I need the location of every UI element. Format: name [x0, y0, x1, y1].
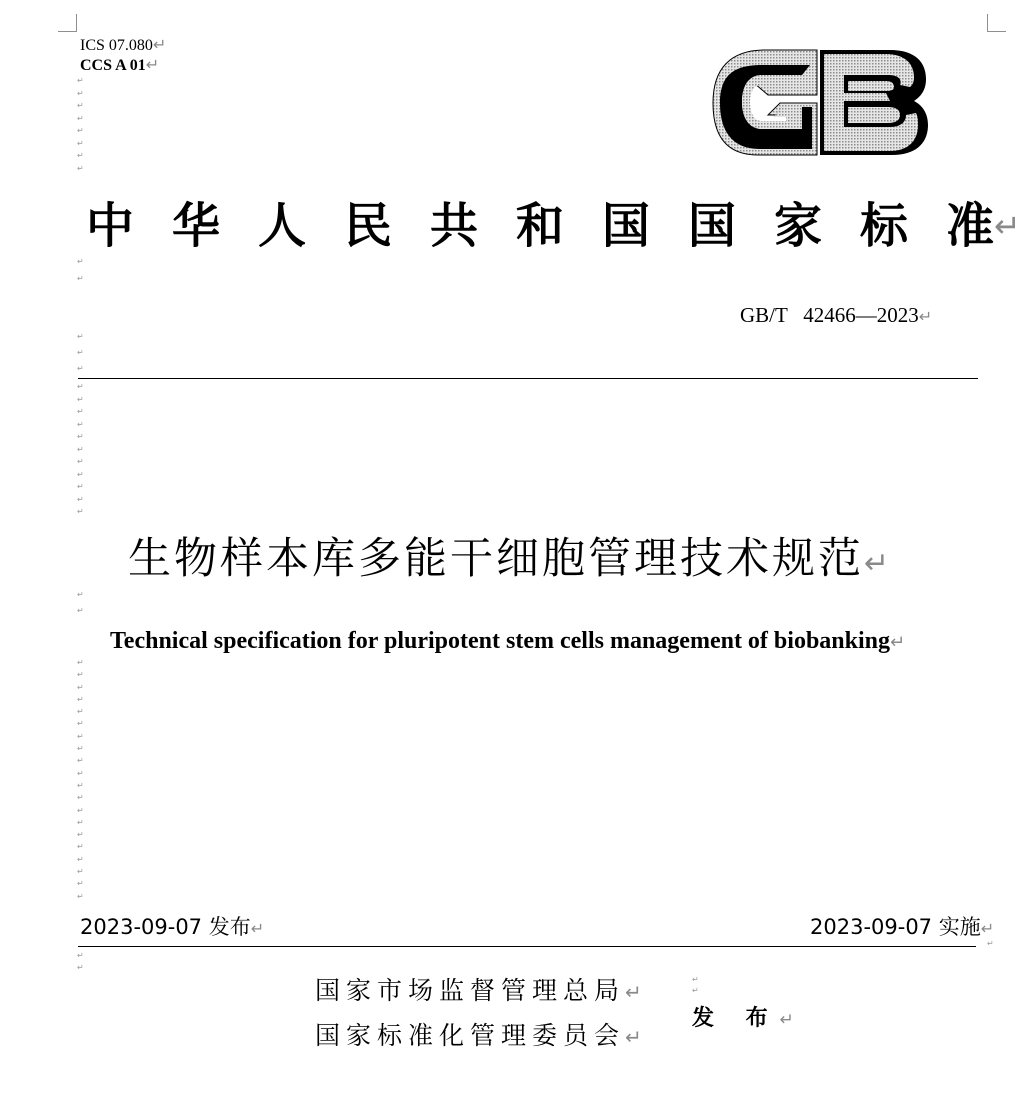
- paragraph-mark-icon: ↵: [994, 207, 1021, 245]
- issue-date-text: 2023-09-07 发布: [80, 915, 251, 939]
- paragraph-mark-icon: ↵: [77, 731, 84, 741]
- publish-label: [692, 1004, 794, 1035]
- paragraph-mark-icon: ↵: [692, 986, 699, 995]
- paragraph-mark-icon: ↵: [77, 274, 84, 283]
- ccs-code: [80, 56, 159, 75]
- paragraph-mark-icon: ↵: [918, 307, 933, 326]
- paragraph-mark-icon: ↵: [890, 632, 906, 653]
- paragraph-mark-icon: ↵: [625, 1025, 642, 1049]
- paragraph-mark-icon: ↵: [980, 919, 995, 938]
- empty-paragraphs-mid: [77, 383, 84, 521]
- paragraph-mark-icon: ↵: [77, 348, 84, 357]
- title-char: 民: [344, 198, 393, 254]
- paragraph-mark-icon: ↵: [77, 963, 84, 972]
- paragraph-mark-icon: ↵: [77, 88, 84, 98]
- paragraph-mark-icon: ↵: [77, 658, 84, 667]
- empty-paragraphs-publish: [692, 976, 699, 998]
- paragraph-mark-icon: ↵: [250, 919, 265, 938]
- paragraph-mark-icon: ↵: [77, 382, 84, 391]
- title-char: 人: [258, 198, 307, 254]
- implementation-date: [810, 912, 994, 944]
- paragraph-mark-icon: ↵: [77, 151, 84, 160]
- paragraph-mark-icon: ↵: [77, 817, 84, 827]
- paragraph-mark-icon: ↵: [77, 590, 84, 599]
- paragraph-mark-icon: ↵: [152, 35, 167, 54]
- paragraph-mark-icon: ↵: [77, 364, 84, 373]
- national-standard-title: [86, 196, 1021, 256]
- paragraph-mark-icon: ↵: [77, 891, 84, 901]
- paragraph-mark-icon: ↵: [77, 507, 84, 516]
- ics-text: ICS 07.080: [80, 37, 153, 54]
- empty-paragraphs-lower: [77, 659, 84, 905]
- title-cn-text: 生物样本库多能干细胞管理技术规范: [128, 534, 864, 584]
- footer-rule: [78, 946, 976, 947]
- gb-logo-icon: [710, 45, 930, 158]
- paragraph-mark-icon: ↵: [77, 469, 84, 479]
- title-char: 国: [602, 198, 651, 254]
- paragraph-mark-icon: ↵: [77, 76, 84, 85]
- paragraph-mark-icon: ↵: [77, 694, 84, 704]
- title-char: 准: [946, 198, 995, 254]
- ics-code: [80, 36, 166, 55]
- paragraph-mark-icon: ↵: [77, 444, 84, 454]
- paragraph-mark-icon: ↵: [77, 830, 84, 840]
- paragraph-mark-icon: ↵: [77, 670, 84, 680]
- paragraph-mark-icon: ↵: [77, 756, 84, 766]
- paragraph-mark-icon: ↵: [77, 744, 84, 754]
- paragraph-mark-icon: ↵: [77, 707, 84, 717]
- title-char: 共: [430, 198, 479, 254]
- paragraph-mark-icon: ↵: [77, 419, 84, 429]
- publish-text: 发 布: [692, 1006, 780, 1031]
- paragraph-mark-icon: ↵: [77, 768, 84, 778]
- empty-paragraphs-bottom: [77, 952, 84, 976]
- paragraph-mark-icon: ↵: [77, 482, 84, 491]
- paragraph-mark-icon: ↵: [145, 55, 160, 74]
- title-char: 国: [688, 198, 737, 254]
- paragraph-mark-icon: ↵: [77, 394, 84, 404]
- paragraph-mark-icon: ↵: [77, 805, 84, 815]
- paragraph-mark-icon: ↵: [779, 1010, 794, 1030]
- paragraph-mark-icon: ↵: [77, 407, 84, 416]
- empty-paragraphs-after-title: [77, 258, 84, 292]
- paragraph-mark-icon: ↵: [77, 126, 84, 135]
- issue-date: [80, 912, 264, 944]
- implementation-date-text: 2023-09-07 实施: [810, 915, 981, 939]
- paragraph-mark-icon: ↵: [77, 854, 84, 864]
- paragraph-mark-icon: ↵: [692, 975, 699, 984]
- issuer-sac: [315, 1019, 642, 1054]
- paragraph-mark-icon: ↵: [77, 113, 84, 123]
- title-char: 华: [172, 198, 221, 254]
- paragraph-mark-icon: ↵: [77, 780, 84, 790]
- empty-paragraphs-top: [77, 77, 84, 177]
- paragraph-mark-icon: ↵: [77, 494, 84, 504]
- paragraph-mark-icon: ↵: [77, 606, 84, 615]
- empty-paragraphs-before-rule: [77, 333, 84, 381]
- title-char: 家: [774, 198, 823, 254]
- crop-mark-top-right: [987, 14, 1006, 32]
- paragraph-mark-icon: ↵: [77, 879, 84, 889]
- paragraph-mark-icon: ↵: [77, 138, 84, 148]
- standard-number: [740, 302, 932, 330]
- header-rule: [78, 378, 978, 379]
- paragraph-mark-icon: ↵: [77, 719, 84, 729]
- paragraph-mark-icon: ↵: [987, 939, 994, 948]
- empty-paragraphs-between-titles: [77, 591, 84, 623]
- crop-mark-top-left: [58, 14, 77, 32]
- paragraph-mark-icon: ↵: [77, 432, 84, 441]
- paragraph-mark-icon: ↵: [77, 332, 84, 341]
- paragraph-mark-icon: ↵: [77, 867, 84, 877]
- document-title-en: [110, 626, 905, 658]
- standard-number-text: GB/T 42466—2023: [740, 303, 919, 327]
- issuer-samr: [315, 974, 642, 1009]
- issuer-text: 国家市场监督管理总局: [315, 976, 626, 1005]
- title-en-text: Technical specification for pluripotent stem cells management of biobanking: [110, 628, 890, 654]
- ccs-text: CCS A 01: [80, 57, 146, 74]
- paragraph-mark-icon: ↵: [77, 101, 84, 110]
- title-char: 中: [86, 198, 135, 254]
- paragraph-mark-icon: ↵: [864, 546, 893, 581]
- paragraph-mark-icon: ↵: [77, 842, 84, 852]
- paragraph-mark-icon: ↵: [77, 257, 84, 266]
- title-char: 和: [516, 198, 565, 254]
- paragraph-mark-icon: ↵: [77, 163, 84, 173]
- paragraph-mark-icon: ↵: [77, 951, 84, 960]
- paragraph-mark-icon: ↵: [77, 457, 84, 466]
- title-char: 标: [860, 198, 909, 254]
- document-title-cn: [128, 532, 892, 591]
- paragraph-mark-icon: ↵: [77, 682, 84, 692]
- paragraph-mark-icon: ↵: [77, 793, 84, 803]
- issuer-text: 国家标准化管理委员会: [315, 1021, 626, 1050]
- paragraph-mark-icon: ↵: [625, 980, 642, 1004]
